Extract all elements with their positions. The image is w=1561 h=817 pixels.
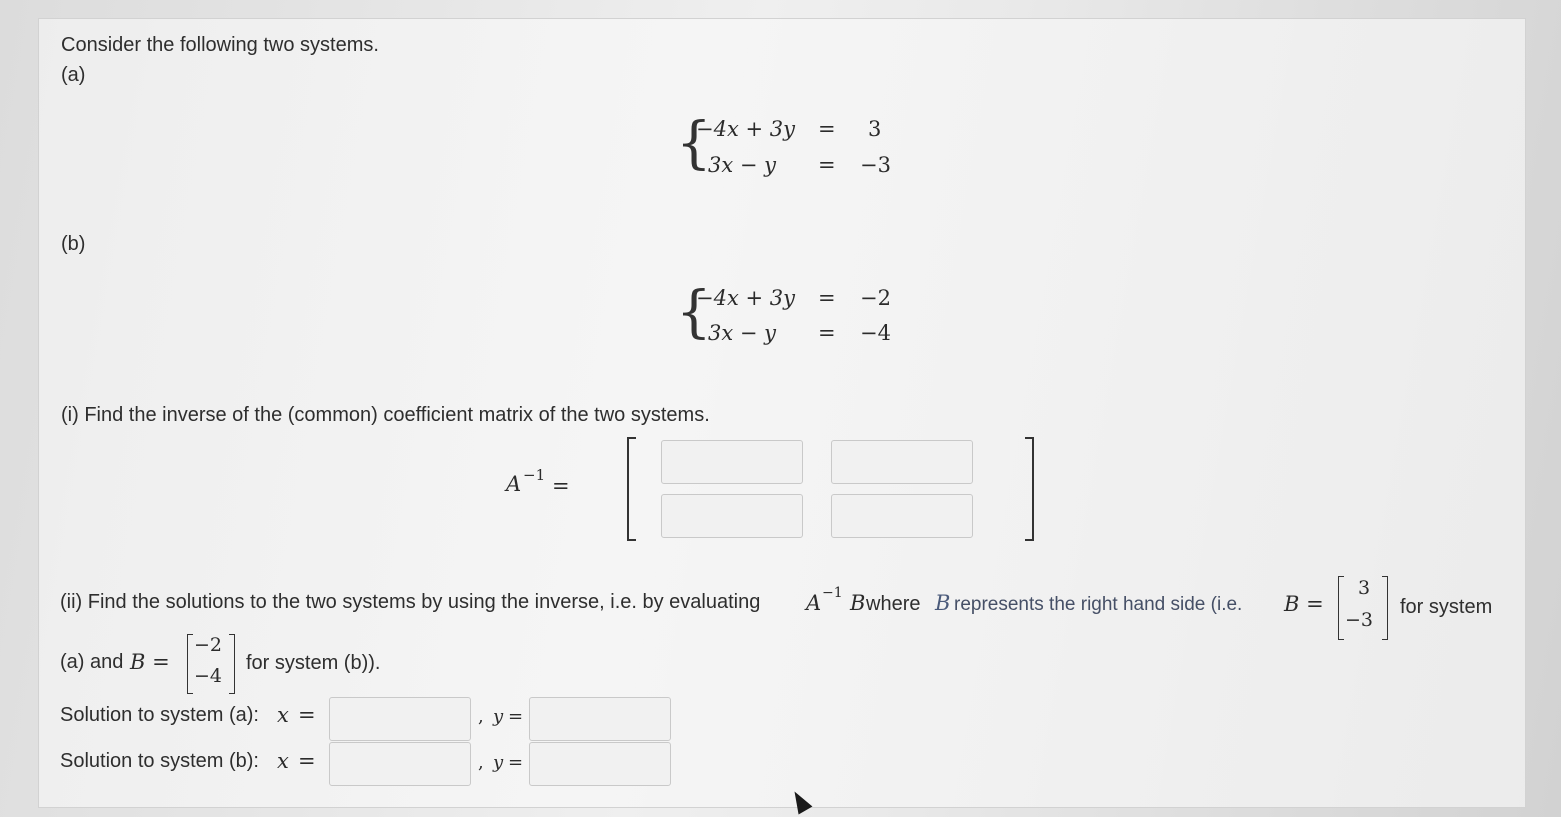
- part-ii-text-2: where: [866, 593, 921, 615]
- label-a: (a): [61, 64, 86, 86]
- solution-b-y-eq: =: [508, 752, 524, 773]
- part-ii-expr-B: B: [850, 591, 866, 615]
- B-b-entry-2: −4: [194, 665, 223, 687]
- solution-a-y-sep: ,: [478, 706, 484, 727]
- solution-b-x-var: x: [277, 749, 289, 773]
- matrix-right-bracket: [1025, 437, 1034, 541]
- system-b-row2-rhs: −4: [860, 321, 891, 345]
- solution-a-y-input[interactable]: [529, 697, 671, 741]
- solution-a-label: Solution to system (a):: [60, 704, 259, 726]
- system-a-row2-eq: =: [818, 153, 836, 177]
- solution-b-y-sep: ,: [478, 752, 484, 773]
- solution-a-x-eq: =: [298, 703, 316, 727]
- inverse-label: A: [506, 472, 522, 496]
- B-a-entry-1: 3: [1358, 577, 1371, 599]
- B-b-left-bracket: [187, 634, 193, 694]
- system-b-row1-lhs: −4x + 3y: [696, 286, 795, 310]
- B-b-right-bracket: [229, 634, 235, 694]
- solution-b-y-var: y: [493, 752, 504, 773]
- system-b-row2-eq: =: [818, 321, 836, 345]
- solution-b-label: Solution to system (b):: [60, 750, 259, 772]
- part-i-text: (i) Find the inverse of the (common) coefficient matrix of the two systems.: [61, 404, 710, 426]
- system-a-row2-rhs: −3: [860, 153, 891, 177]
- system-a-row1-rhs: 3: [868, 117, 882, 141]
- part-ii-text-1: (ii) Find the solutions to the two systems by using the inverse, i.e. by evaluating: [60, 591, 761, 613]
- inverse-input-a11[interactable]: [661, 440, 803, 484]
- part-ii-B-eq: B =: [1284, 592, 1324, 616]
- inverse-input-a21[interactable]: [661, 494, 803, 538]
- system-b-row1-rhs: −2: [860, 286, 891, 310]
- solution-a-x-input[interactable]: [329, 697, 471, 741]
- solution-a-y-var: y: [493, 706, 504, 727]
- B-a-right-bracket: [1382, 576, 1388, 640]
- part-ii-expr-A: A: [806, 591, 822, 615]
- inverse-eq: =: [552, 474, 570, 498]
- part-ii-expr-sup: −1: [822, 585, 843, 601]
- solution-b-x-eq: =: [298, 749, 316, 773]
- system-b-row2-lhs: 3x − y: [708, 321, 777, 345]
- inverse-input-a22[interactable]: [831, 494, 973, 538]
- solution-a-y-eq: =: [508, 706, 524, 727]
- intro-text: Consider the following two systems.: [61, 34, 379, 56]
- B-a-left-bracket: [1338, 576, 1344, 640]
- part-ii-B-var: B: [935, 591, 951, 615]
- system-b-row1-eq: =: [818, 286, 836, 310]
- system-a-row2-lhs: 3x − y: [708, 153, 777, 177]
- solution-b-y-input[interactable]: [529, 742, 671, 786]
- matrix-left-bracket: [627, 437, 636, 541]
- part-ii-text-3: represents the right hand side (i.e.: [954, 594, 1243, 615]
- part-ii-B-eq2: B =: [130, 650, 170, 674]
- inverse-input-a12[interactable]: [831, 440, 973, 484]
- part-ii-line2-end: for system (b)).: [246, 652, 381, 674]
- part-ii-line2-start: (a) and: [60, 651, 124, 673]
- label-b: (b): [61, 233, 86, 255]
- solution-a-x-var: x: [277, 703, 289, 727]
- brace-a: {: [676, 111, 712, 176]
- B-b-entry-1: −2: [194, 634, 223, 656]
- system-a-row1-lhs: −4x + 3y: [696, 117, 795, 141]
- B-a-entry-2: −3: [1345, 609, 1374, 631]
- system-a-row1-eq: =: [818, 117, 836, 141]
- solution-b-x-input[interactable]: [329, 742, 471, 786]
- brace-b: {: [676, 280, 712, 345]
- inverse-sup: −1: [523, 466, 546, 484]
- part-ii-text-4: for system: [1400, 596, 1493, 618]
